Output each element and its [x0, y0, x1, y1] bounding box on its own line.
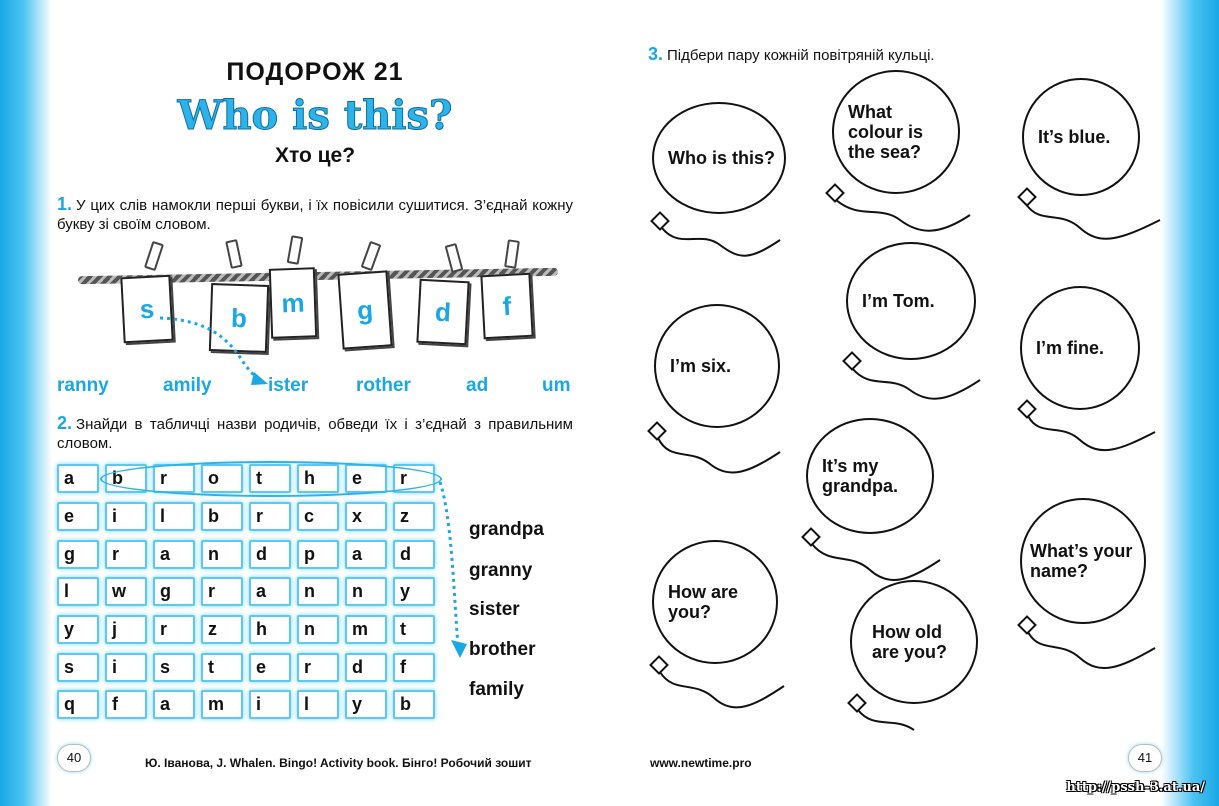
grid-cell[interactable]: a [345, 540, 387, 569]
letter-card-4[interactable] [337, 270, 392, 349]
letter-card-letter: d [434, 296, 452, 327]
balloon-text: I’m Tom. [862, 291, 935, 311]
grid-cell[interactable]: g [57, 540, 99, 569]
grid-cell[interactable]: l [297, 690, 339, 719]
grid-cell[interactable]: b [201, 502, 243, 531]
word-ending: um [542, 375, 571, 396]
balloon-3[interactable] [1022, 78, 1140, 196]
relative-word: sister [469, 599, 520, 620]
left-blue-margin [0, 0, 52, 806]
grid-cell[interactable]: d [393, 540, 435, 569]
clothespin [287, 235, 304, 265]
balloon-text: I’m fine. [1036, 338, 1105, 358]
clothespin [504, 239, 520, 268]
grid-cell[interactable]: f [105, 690, 147, 719]
letter-card-letter: s [138, 293, 155, 324]
letter-card-letter: m [280, 287, 306, 318]
balloon-text: What’s your name? [1030, 541, 1133, 581]
grid-cell[interactable]: i [105, 653, 147, 682]
grid-cell[interactable]: z [201, 615, 243, 644]
page-number-right: 41 [1128, 744, 1162, 772]
task2-number: 2. [57, 413, 73, 433]
grid-cell[interactable]: d [345, 653, 387, 682]
grid-cell[interactable]: s [153, 653, 195, 682]
grid-cell[interactable]: s [57, 653, 99, 682]
balloon-text: How are you? [668, 582, 739, 622]
grid-cell[interactable]: n [297, 577, 339, 606]
grid-cell[interactable]: r [249, 502, 291, 531]
grid-cell[interactable]: j [105, 615, 147, 644]
grid-cell[interactable]: c [297, 502, 339, 531]
grid-cell[interactable]: g [153, 577, 195, 606]
word-ending: amily [163, 375, 212, 396]
letter-card-letter: f [501, 290, 513, 321]
word-ending: rother [356, 375, 411, 396]
footer-left: Ю. Іванова, J. Whalen. Bingo! Activity book. Бінго! Робочий зошит [145, 756, 532, 770]
grid-cell[interactable]: r [393, 464, 435, 493]
task1-text: У цих слів намокли перші букви, і їх повісили сушитися. З’єднай кожну букву зі своїм словом. [57, 197, 573, 233]
grid-cell[interactable]: f [393, 653, 435, 682]
grid-cell[interactable]: o [201, 464, 243, 493]
balloon-text: It’s blue. [1038, 127, 1111, 147]
grid-cell[interactable]: h [297, 464, 339, 493]
grid-cell[interactable]: p [297, 540, 339, 569]
grid-cell[interactable]: e [345, 464, 387, 493]
clothespin [361, 241, 382, 271]
grid-cell[interactable]: l [57, 577, 99, 606]
grid-cell[interactable]: d [249, 540, 291, 569]
word-ending: ister [268, 375, 309, 396]
grid-cell[interactable]: e [57, 502, 99, 531]
page-number-left: 40 [57, 744, 91, 772]
balloon-strings [640, 200, 1200, 740]
grid-cell[interactable]: b [105, 464, 147, 493]
clothespin [225, 239, 243, 269]
relative-word: family [469, 679, 524, 700]
grid-cell[interactable]: n [345, 577, 387, 606]
task3-text: Підбери пару кожній повітряній кульці. [667, 47, 935, 64]
grid-cell[interactable]: q [57, 690, 99, 719]
grid-cell[interactable]: r [297, 653, 339, 682]
grid-cell[interactable]: r [153, 615, 195, 644]
grid-cell[interactable]: t [249, 464, 291, 493]
grid-cell[interactable]: t [201, 653, 243, 682]
task1-number: 1. [57, 194, 73, 214]
balloon-2[interactable] [832, 70, 960, 194]
circled-word-brother [100, 461, 442, 497]
grid-cell[interactable]: m [201, 690, 243, 719]
letter-card-letter: g [355, 293, 374, 326]
grid-cell[interactable]: i [105, 502, 147, 531]
task3-number: 3. [648, 44, 664, 64]
grid-cell[interactable]: n [297, 615, 339, 644]
grid-cell[interactable]: h [249, 615, 291, 644]
grid-cell[interactable]: t [393, 615, 435, 644]
grid-cell[interactable]: r [153, 464, 195, 493]
balloon-text: How old are you? [872, 622, 948, 662]
lesson-label: ПОДОРОЖ 21 [226, 58, 404, 86]
watermark-url: http://pssh-3.at.ua/ [1066, 780, 1205, 795]
grid-cell[interactable]: l [153, 502, 195, 531]
clothespin [445, 243, 464, 273]
grid-cell[interactable]: a [57, 464, 99, 493]
grid-cell[interactable]: y [57, 615, 99, 644]
grid-cell[interactable]: a [153, 690, 195, 719]
page-subtitle: Хто це? [274, 144, 356, 167]
grid-cell[interactable]: r [105, 540, 147, 569]
relative-word: granny [469, 560, 533, 581]
task1-instruction [57, 195, 573, 234]
relative-word: brother [469, 639, 536, 660]
grid-cell[interactable]: x [345, 502, 387, 531]
grid-cell[interactable]: z [393, 502, 435, 531]
grid-cell[interactable]: a [153, 540, 195, 569]
task2-text: Знайди в табличці назви родичів, обведи їх і з’єднай з правильним словом. [57, 416, 573, 452]
balloon-text: Who is this? [668, 148, 775, 168]
word-ending: ad [466, 375, 489, 396]
task3-instruction [648, 44, 935, 65]
grid-cell[interactable]: y [393, 577, 435, 606]
balloon-text: I’m six. [670, 356, 732, 376]
balloon-1[interactable] [652, 102, 786, 214]
clothespin [144, 241, 164, 271]
grid-cell[interactable]: r [201, 577, 243, 606]
footer-right[interactable]: www.newtime.pro [650, 756, 752, 770]
grid-cell[interactable]: y [345, 690, 387, 719]
grid-cell[interactable]: w [105, 577, 147, 606]
letter-card-letter: b [230, 302, 248, 333]
grid-cell[interactable]: e [249, 653, 291, 682]
page-title: Who is this? [177, 92, 453, 139]
grid-cell[interactable]: b [393, 690, 435, 719]
relative-word: grandpa [469, 519, 544, 540]
grid-cell[interactable]: i [249, 690, 291, 719]
grid-cell[interactable]: a [249, 577, 291, 606]
letter-card-6[interactable] [480, 273, 533, 340]
letter-card-5[interactable] [416, 279, 469, 346]
balloon-text: What colour is the sea? [848, 102, 924, 162]
task2-instruction [57, 414, 573, 453]
balloon-text: It’s my grandpa. [822, 456, 899, 496]
grid-cell[interactable]: n [201, 540, 243, 569]
grid-cell[interactable]: m [345, 615, 387, 644]
word-ending: ranny [57, 375, 109, 396]
